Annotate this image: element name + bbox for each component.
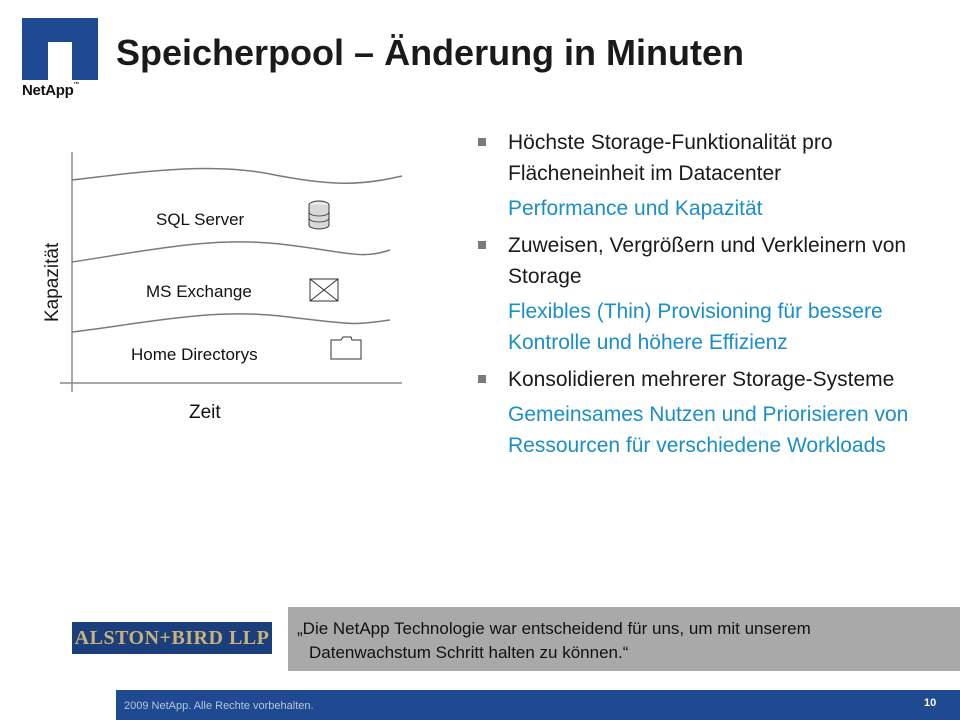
y-axis-label: Kapazität: [42, 242, 63, 322]
alston-bird-logo: ALSTON+BIRD LLP: [72, 622, 272, 654]
netapp-logo-text: NetApp™: [22, 82, 80, 99]
capacity-diagram: [30, 140, 420, 440]
footer-copyright: 2009 NetApp. Alle Rechte vorbehalten.: [124, 700, 314, 712]
bullet-subtext: Performance und Kapazität: [508, 197, 763, 220]
bullet-item: [475, 364, 930, 395]
layer-boundary-mid: [72, 242, 390, 262]
slide-title: Speicherpool – Änderung in Minuten: [116, 32, 745, 73]
netapp-logo: [22, 18, 98, 102]
page-number: 10: [924, 697, 937, 709]
bullet-square-icon: [478, 138, 486, 146]
bullet-subtext: Flexibles (Thin) Provisioning für bessere Kontrolle und höhere Effizienz: [508, 300, 883, 354]
x-axis-label: Zeit: [189, 402, 221, 423]
database-icon: [307, 200, 331, 230]
bullet-square-icon: [478, 241, 486, 249]
bullet-text: Zuweisen, Vergrößern und Verkleinern von Storage: [508, 234, 907, 288]
bullet-list: [475, 127, 930, 467]
bullet-item: [475, 230, 930, 292]
bullet-text: Konsolidieren mehrerer Storage-Systeme: [508, 368, 895, 391]
bullet-text: Höchste Storage-Funktionalität pro Flächeneinheit im Datacenter: [508, 131, 833, 185]
customer-quote: [297, 617, 957, 665]
layer-boundary-top: [72, 168, 402, 183]
bullet-square-icon: [478, 375, 486, 383]
bullet-subtext: Gemeinsames Nutzen und Priorisieren von Ressourcen für verschiedene Workloads: [508, 403, 909, 457]
envelope-icon: [309, 278, 339, 302]
bullet-item: [475, 127, 930, 189]
layer-label-home: Home Directorys: [131, 345, 258, 364]
quote-line-2: Datenwachstum Schritt halten zu können.“: [309, 643, 629, 662]
folder-icon: [330, 336, 362, 360]
layer-boundary-low: [72, 314, 390, 332]
layer-label-sql: SQL Server: [156, 210, 245, 229]
quote-line-1: „Die NetApp Technologie war entscheidend für uns, um mit unserem: [297, 619, 811, 638]
layer-label-exchange: MS Exchange: [146, 282, 252, 301]
netapp-logo-mark: [22, 18, 98, 80]
